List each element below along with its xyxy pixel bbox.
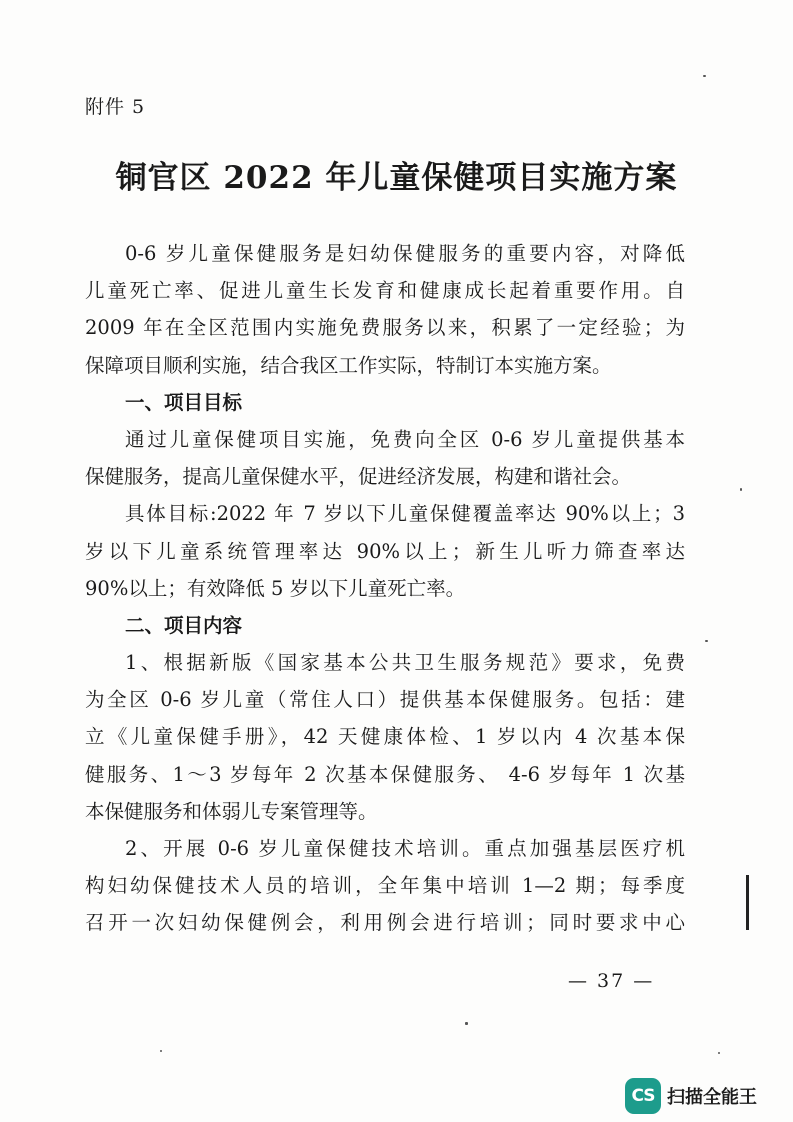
- text-line: 召开一次妇幼保健例会，利用例会进行培训；同时要求中心: [85, 911, 685, 935]
- text-line: 构妇幼保健技术人员的培训，全年集中培训 1—2 期；每季度: [85, 874, 685, 898]
- text-line: 2、开展 0-6 岁儿童保健技术培训。重点加强基层医疗机: [125, 837, 685, 860]
- text-line: 通过儿童保健项目实施，免费向全区 0-6 岁儿童提供基本: [125, 427, 685, 451]
- document-title: 铜官区 2022 年儿童保健项目实施方案: [115, 160, 678, 196]
- text-line: 具体目标:2022 年 7 岁以下儿童保健覆盖率达 90%以上；3: [125, 502, 685, 526]
- page-number: — 37 —: [568, 970, 655, 992]
- scan-speck: [705, 640, 708, 642]
- text-line: 保障项目顺利实施，结合我区工作实际，特制订本实施方案。: [85, 353, 612, 377]
- text-line: 0-6 岁儿童保健服务是妇幼保健服务的重要内容，对降低: [125, 242, 685, 265]
- scan-speck: [718, 1052, 720, 1054]
- text-line: 儿童死亡率、促进儿童生长发育和健康成长起着重要作用。自: [85, 279, 685, 303]
- text-line: 2009 年在全区范围内实施免费服务以来，积累了一定经验；为: [85, 316, 685, 340]
- text-line: 岁以下儿童系统管理率达 90%以上；新生儿听力筛查率达: [85, 539, 685, 563]
- scan-speck: [740, 488, 742, 491]
- text-line: 立《儿童保健手册》，42 天健康体检、1 岁以内 4 次基本保: [85, 725, 685, 749]
- text-line: 1、根据新版《国家基本公共卫生服务规范》要求，免费: [125, 651, 685, 675]
- text-line: 90%以上；有效降低 5 岁以下儿童死亡率。: [85, 576, 466, 600]
- attachment-label: 附件 5: [85, 96, 146, 118]
- camscanner-logo-icon: CS: [625, 1078, 661, 1114]
- scanner-watermark: [625, 1076, 757, 1116]
- section-heading: 二、项目内容: [125, 613, 243, 637]
- text-line: 为全区 0-6 岁儿童（常住人口）提供基本保健服务。包括：建: [85, 688, 685, 712]
- scanner-name: 扫描全能王: [667, 1087, 757, 1108]
- section-heading: 一、项目目标: [125, 390, 243, 414]
- scan-speck: [160, 1050, 162, 1052]
- scan-artifact-bar: [746, 875, 749, 930]
- document-body: [85, 235, 685, 942]
- text-line: 保健服务，提高儿童保健水平，促进经济发展，构建和谐社会。: [85, 465, 632, 489]
- text-line: 健服务、1～3 岁每年 2 次基本保健服务、 4-6 岁每年 1 次基: [85, 762, 685, 786]
- scan-speck: [703, 75, 706, 77]
- scan-speck: [465, 1022, 468, 1025]
- text-line: 本保健服务和体弱儿专案管理等。: [85, 799, 378, 823]
